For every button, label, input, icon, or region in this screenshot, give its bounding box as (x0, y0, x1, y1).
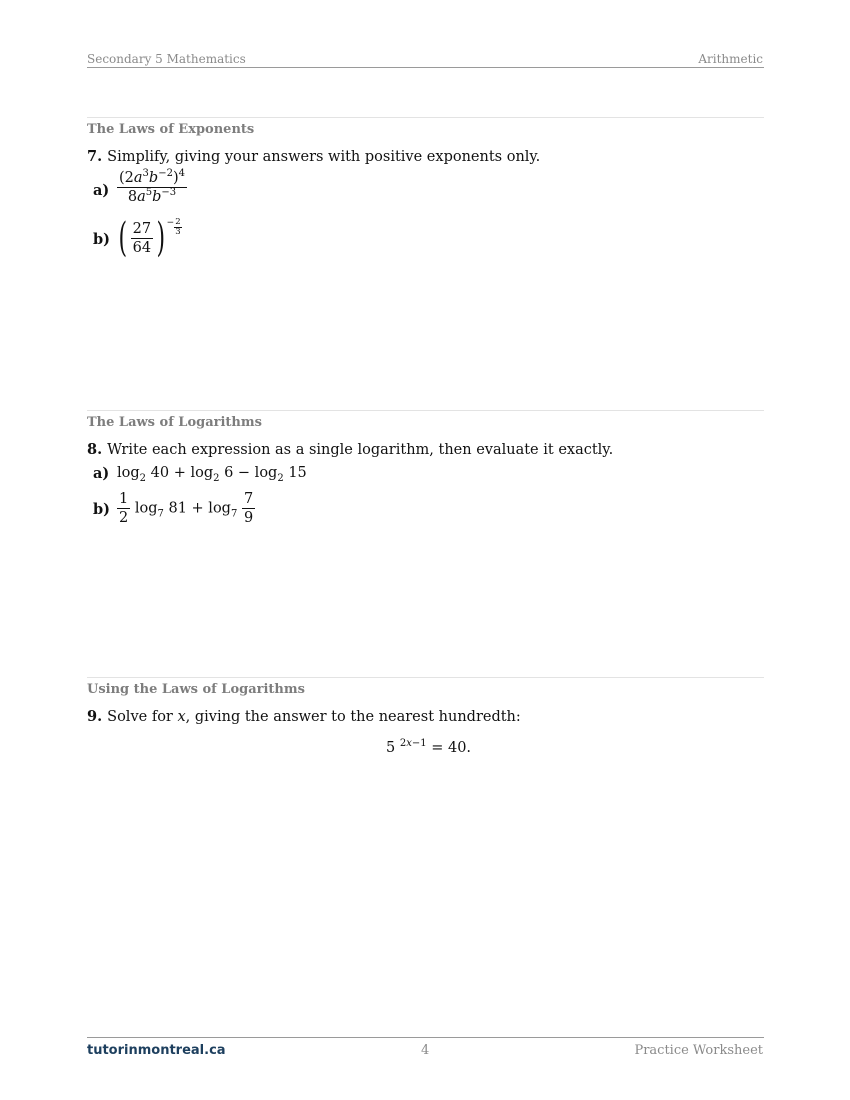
section-title: The Laws of Exponents (87, 122, 255, 137)
part-label: b) (93, 231, 110, 248)
part-label: a) (93, 182, 110, 199)
section-divider (87, 117, 764, 118)
question-9 (87, 708, 521, 725)
question-number: 8. (87, 441, 103, 458)
footer-doc-type: Practice Worksheet (634, 1043, 763, 1058)
header-topic: Arithmetic (698, 52, 763, 66)
footer-rule (87, 1037, 764, 1038)
math-expression-8a: $\log_2 40 + \log_2 6 - \log_2 15$ (117, 465, 307, 484)
question-text: Simplify, giving your answers with positive exponents only. (107, 149, 541, 165)
section-title: Using the Laws of Logarithms (87, 682, 305, 697)
question-number: 9. (87, 708, 103, 725)
question-variable: x (177, 709, 186, 725)
footer-website-link[interactable]: tutorinmontreal.ca (87, 1043, 226, 1058)
header-course-title: Secondary 5 Mathematics (87, 52, 246, 66)
math-expression-7b: ( $\frac{27}{64}$ ) − $\frac{2}{3}$ (118, 215, 181, 261)
question-number: 7. (87, 148, 103, 165)
page-number: 4 (421, 1043, 430, 1058)
question-7 (87, 148, 540, 165)
section-title: The Laws of Logarithms (87, 415, 262, 430)
section-divider (87, 677, 764, 678)
question-8 (87, 441, 613, 458)
equation-9: 5 $^{2x-1}$ = 40. (386, 738, 472, 756)
header-rule (87, 67, 764, 68)
math-expression-7a: $\frac{(2a^3b^{-2})^4}{8a^5b^{-3}}$ (119, 168, 186, 205)
question-text: Write each expression as a single logarithm, then evaluate it exactly. (107, 442, 614, 458)
part-label: a) (93, 465, 110, 482)
question-text-after: , giving the answer to the nearest hundredth: (185, 709, 521, 725)
part-label: b) (93, 501, 110, 518)
question-text-before: Solve for (107, 709, 178, 725)
math-expression-8b: $\frac{1}{2}$ $\log_7 81 + \log_7$ $\frac{7}{9}$ (119, 491, 254, 526)
section-divider (87, 410, 764, 411)
